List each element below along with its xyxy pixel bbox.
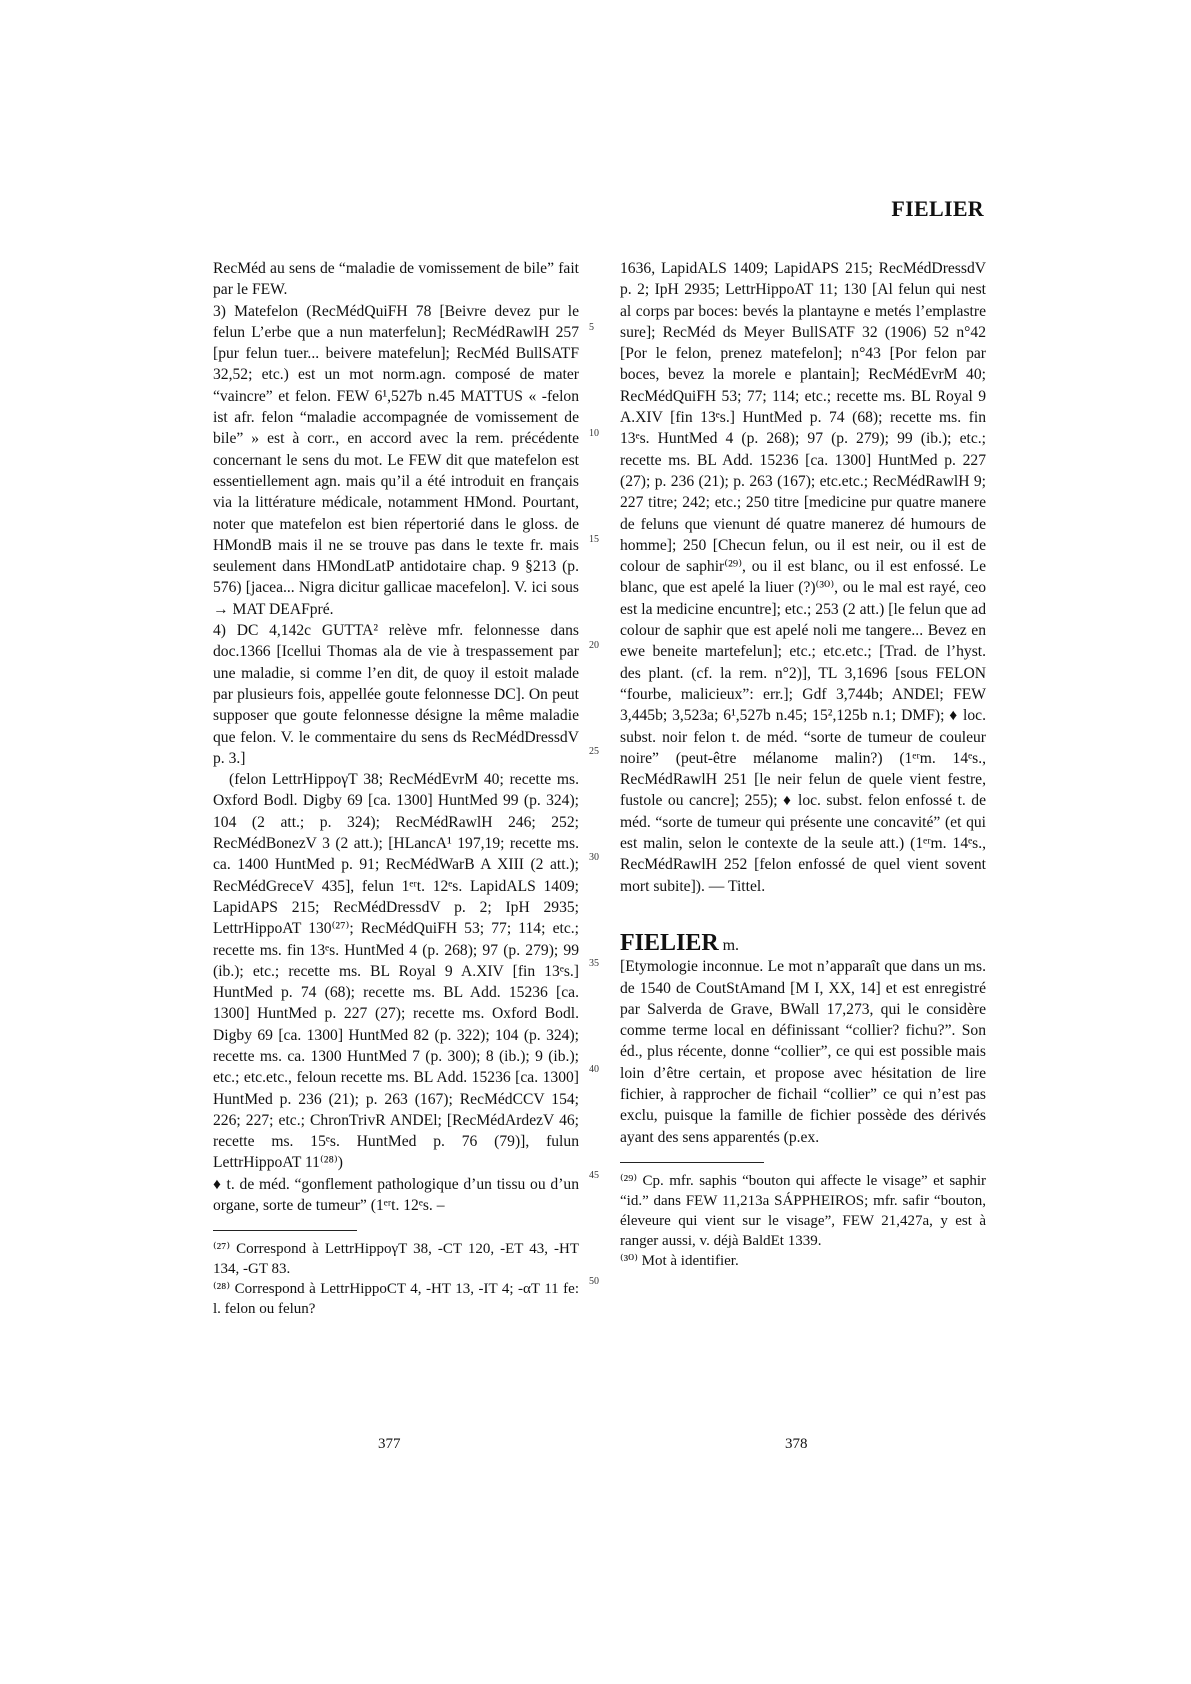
- paragraph: ♦ t. de méd. “gonflement pathologique d’un tissu ou d’un organe, sorte de tumeur” (1ᵉʳt. 12ᵉs. –: [213, 1175, 579, 1215]
- footnotes: [213, 1239, 579, 1319]
- line-number: 20: [589, 640, 599, 651]
- footnote: ⁽²⁸⁾ Correspond à LettrHippoCT 4, -HT 13, -IT 4; -αT 11 fe: l. felon ou felun?: [213, 1281, 579, 1318]
- entry-headword: FIELIER: [620, 929, 719, 956]
- footnote: ⁽²⁷⁾ Correspond à LettrHippoγT 38, -CT 120, -ET 43, -HT 134, -GT 83.: [213, 1241, 579, 1278]
- page-number-right: 378: [785, 1436, 808, 1452]
- line-number: 25: [589, 746, 599, 757]
- footnote-rule: [620, 1162, 764, 1163]
- footnotes: [620, 1171, 986, 1271]
- left-column: [213, 258, 579, 1319]
- line-number: 50: [589, 1276, 599, 1287]
- paragraph: 1636, LapidALS 1409; LapidAPS 215; RecMédDressdV p. 2; IpH 2935; LettrHippoAT 11; 130 [Al felun qui nest al corps par boces: bevés la plantayne e metés l’emplastre sure]; RecMéd ds Meyer BullSATF 32 (1906) 52 n°42 [Por le felon, prenez matefelon]; n°43 [Por felon par boces, bevez la morele e plantain]; RecMédEvrM 40; RecMédQuiFH 53; 77; 114; etc.; recette ms. BL Royal 9 A.XIV [fin 13ᵉs.] HuntMed p. 74 (68); recette ms. fin 13ᵉs. HuntMed 4 (p. 268); 97 (p. 279); 99 (ib.); etc.; recette ms. BL Add. 15236 [ca. 1300] HuntMed p. 227 (27); p. 236 (21); p. 263 (167); etc.etc.; RecMédRawlH 9; 227 titre; 242; etc.; 250 titre [medicine pur quatre manere de feluns que vienunt dé quatre manerez dé humours de homme]; 250 [Checun felun, ou il est neir, ou il est de colour de saphir⁽²⁹⁾, ou il est blanc, ou il est enfossé. Le blanc, que est apelé la liuer (?)⁽³⁰⁾, ou le mal est rayé, ceo est la medicine encuntre]; etc.; 253 (2 att.) [le felun que ad colour de saphir que est apelé noli me tangere... Bevez en ewe beneite martefelun]; etc.; etc.etc.; [Trad. de l’hyst. des plant. (cf. la rem. n°2)], TL 3,1696 [sous FELON “fourbe, malicieux”: err.]; Gdf 3,744b; ANDEl; FEW 3,445b; 3,523a; 6¹,527b n.45; 15²,125b n.1; DMF); ♦ loc. subst. noir felon t. de méd. “sorte de tumeur de couleur noire” (peut-être mélanome malin?) (1ᵉʳm. 14ᵉs., RecMédRawlH 251 [le neir felun de quele vient festre, fustole ou cancre]; 255); ♦ loc. subst. felon enfossé t. de méd. “sorte de tumeur qui présente une concavité” (et qui est malin, selon le contexte de la seule att.) (1ᵉʳm. 14ᵉs., RecMédRawlH 252 [felon enfossé de quel vient sovent mort subite]). — Tittel.: [620, 260, 986, 895]
- line-number: 40: [589, 1064, 599, 1075]
- line-number: 5: [589, 322, 594, 333]
- paragraph: RecMéd au sens de “maladie de vomissement de bile” fait par le FEW.: [213, 260, 579, 299]
- line-number: 35: [589, 958, 599, 969]
- line-number: 45: [589, 1170, 599, 1181]
- paragraph: 4) DC 4,142c GUTTA² relève mfr. felonnesse dans doc.1366 [Icellui Thomas ala de vie à trespassement par une maladie, si comme l’en dit, de quoy il estoit malade par plusieurs fois, appellée goute felonnesse DC]. On peut supposer que goute felonnesse désigne la même maladie que felon. V. le commentaire du sens ds RecMédDressdV p. 3.]: [213, 622, 579, 767]
- entry-text: [Etymologie inconnue. Le mot n’apparaît que dans un ms. de 1540 de CoutStAmand [M I, XX, 14] et est enregistré par Salverda de Grave, BWall 17,273, qui le considère comme terme local en définissant “collier? fichu?”. Son éd., plus récente, donne “collier”, ce qui est possible mais loin d’être certain, et propose avec hésitation de lire fichier, à rapprocher de fichail “collier” ce qui n’est pas exclu, puisque la famille de fichier possède des dérivés ayant des sens apparentés (p.ex.: [620, 958, 986, 1146]
- line-number: 15: [589, 534, 599, 545]
- page-number-left: 377: [378, 1436, 401, 1452]
- line-number: 30: [589, 852, 599, 863]
- right-column: [620, 258, 986, 1271]
- paragraph: 3) Matefelon (RecMédQuiFH 78 [Beivre devez pur le felun L’erbe que a nun materfelun]; RecMédRawlH 257 [pur felun tuer... beivere matefelun]; RecMéd BullSATF 32,52; etc.) est un mot norm.agn. composé de mater “vaincre” et felon. FEW 6¹,527b n.45 MATTUS « -felon ist afr. felon “maladie accompagnée de vomissement de bile” » est à corr., en accord avec la rem. précédente concernant le sens du mot. Le FEW dit que matefelon est essentiellement agn. mais qu’il a été introduit en français via la littérature médicale, notamment HMond. Pourtant, noter que matefelon est bien répertorié dans le gloss. de HMondB mais il ne se trouve pas dans le texte fr. mais seulement dans HMondLatP antidotaire chap. 9 §213 (p. 576) [jacea... Nigra dicitur gallicae macefelon]. V. ici sous → MAT DEAFpré.: [213, 302, 579, 618]
- entry-grammar: m.: [722, 936, 740, 954]
- entry-heading: [620, 929, 986, 956]
- footnote: ⁽²⁹⁾ Cp. mfr. saphis “bouton qui affecte le visage” et saphir “id.” dans FEW 11,213a SÁPPHEIROS; mfr. safir “bouton, éleveure qui vient sur le visage”, FEW 21,427a, y est à ranger aussi, v. déjà BaldEt 1339.: [620, 1172, 986, 1249]
- footnote-rule: [213, 1230, 357, 1231]
- running-head: FIELIER: [891, 196, 984, 221]
- paragraph: (felon LettrHippoγT 38; RecMédEvrM 40; recette ms. Oxford Bodl. Digby 69 [ca. 1300] HuntMed 99 (p. 324); 104 (2 att.; p. 324); RecMédRawlH 246; 252; RecMédBonezV 3 (2 att.); [HLancA¹ 197,19; recette ms. ca. 1400 HuntMed p. 91; RecMédWarB A XIII (2 att.); RecMédGreceV 435], felun 1ᵉʳt. 12ᵉs. LapidALS 1409; LapidAPS 215; RecMédDressdV p. 2; IpH 2935; LettrHippoAT 130⁽²⁷⁾; RecMédQuiFH 53; 77; 114; etc.; recette ms. fin 13ᵉs. HuntMed 4 (p. 268); 97 (p. 279); 99 (ib.); etc.; recette ms. BL Royal 9 A.XIV [fin 13ᵉs.] HuntMed p. 74 (68); recette ms. BL Add. 15236 [ca. 1300] HuntMed p. 227 (27); recette ms. Oxford Bodl. Digby 69 [ca. 1300] HuntMed 82 (p. 322); 104 (p. 324); recette ms. ca. 1300 HuntMed 7 (p. 300); 8 (ib.); 9 (ib.); etc.; etc.etc., feloun recette ms. BL Add. 15236 [ca. 1300] HuntMed p. 236 (21); p. 263 (167); RecMédCCV 154; 226; 227; etc.; ChronTrivR ANDEl; [RecMédArdezV 46; recette ms. 15ᵉs. HuntMed p. 76 (79)], fulun LettrHippoAT 11⁽²⁸⁾): [213, 771, 579, 1172]
- footnote: ⁽³⁰⁾ Mot à identifier.: [620, 1252, 739, 1269]
- line-number: 10: [589, 428, 599, 439]
